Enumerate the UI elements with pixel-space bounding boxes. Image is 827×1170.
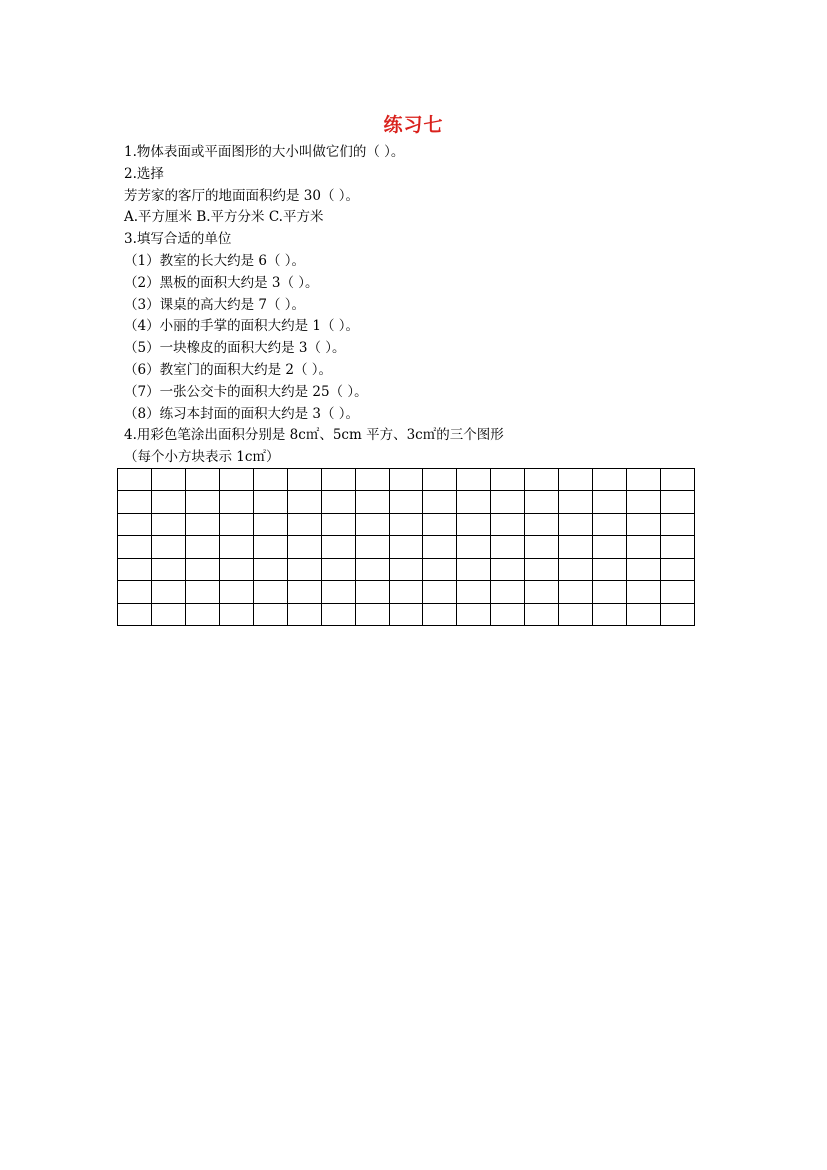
grid-cell[interactable]	[593, 603, 627, 625]
grid-cell[interactable]	[185, 469, 219, 491]
grid-cell[interactable]	[457, 491, 491, 513]
grid-cell[interactable]	[491, 469, 525, 491]
grid-cell[interactable]	[627, 491, 661, 513]
grid-cell[interactable]	[593, 513, 627, 535]
grid-cell[interactable]	[525, 513, 559, 535]
grid-cell[interactable]	[661, 536, 695, 558]
question-3-item-2: （2）黑板的面积大约是 3（ ）。	[124, 274, 319, 291]
grid-cell[interactable]	[355, 603, 389, 625]
question-1: 1.物体表面或平面图形的大小叫做它们的（ ）。	[124, 144, 405, 160]
grid-cell[interactable]	[321, 469, 355, 491]
grid-cell[interactable]	[321, 603, 355, 625]
grid-cell[interactable]	[151, 558, 185, 580]
grid-cell[interactable]	[321, 491, 355, 513]
grid-cell[interactable]	[185, 581, 219, 603]
grid-cell[interactable]	[559, 491, 593, 513]
grid-cell[interactable]	[525, 469, 559, 491]
grid-cell[interactable]	[661, 558, 695, 580]
grid-cell[interactable]	[118, 581, 152, 603]
grid-row	[118, 469, 695, 491]
grid-cell[interactable]	[355, 558, 389, 580]
question-3-item-8: （8）练习本封面的面积大约是 3（ ）。	[124, 405, 360, 422]
grid-cell[interactable]	[457, 603, 491, 625]
grid-cell[interactable]	[593, 469, 627, 491]
grid-cell[interactable]	[661, 513, 695, 535]
question-3-item-7: （7）一张公交卡的面积大约是 25（ ）。	[124, 383, 368, 400]
grid-cell[interactable]	[253, 536, 287, 558]
grid-cell[interactable]	[389, 581, 423, 603]
grid-cell[interactable]	[389, 513, 423, 535]
grid-cell[interactable]	[559, 558, 593, 580]
grid-cell[interactable]	[287, 536, 321, 558]
grid-cell[interactable]	[423, 558, 457, 580]
question-4-note: （每个小方块表示 1c㎡）	[124, 449, 280, 466]
grid-cell[interactable]	[185, 558, 219, 580]
grid-cell[interactable]	[423, 469, 457, 491]
grid-cell[interactable]	[355, 536, 389, 558]
grid-cell[interactable]	[627, 581, 661, 603]
grid-row	[118, 491, 695, 513]
grid-cell[interactable]	[253, 558, 287, 580]
question-3-item-3: （3）课桌的高大约是 7（ ）。	[124, 296, 306, 313]
grid-cell[interactable]	[287, 558, 321, 580]
grid-cell[interactable]	[287, 581, 321, 603]
grid-cell[interactable]	[593, 581, 627, 603]
grid-cell[interactable]	[661, 469, 695, 491]
grid-cell[interactable]	[525, 491, 559, 513]
grid-cell[interactable]	[457, 558, 491, 580]
grid-cell[interactable]	[355, 513, 389, 535]
grid-cell[interactable]	[287, 469, 321, 491]
grid-cell[interactable]	[151, 513, 185, 535]
grid-cell[interactable]	[423, 536, 457, 558]
grid-cell[interactable]	[118, 491, 152, 513]
grid-cell[interactable]	[253, 469, 287, 491]
grid-cell[interactable]	[627, 603, 661, 625]
grid-cell[interactable]	[491, 558, 525, 580]
grid-cell[interactable]	[525, 536, 559, 558]
question-2-prompt: 芳芳家的客厅的地面面积约是 30（ ）。	[124, 187, 360, 204]
grid-cell[interactable]	[151, 603, 185, 625]
grid-cell[interactable]	[491, 581, 525, 603]
grid-cell[interactable]	[185, 603, 219, 625]
grid-row	[118, 581, 695, 603]
question-3-item-5: （5）一块橡皮的面积大约是 3（ ）。	[124, 340, 346, 357]
grid-cell[interactable]	[423, 513, 457, 535]
grid-cell[interactable]	[219, 581, 253, 603]
grid-cell[interactable]	[219, 603, 253, 625]
grid-cell[interactable]	[559, 581, 593, 603]
grid-cell[interactable]	[321, 536, 355, 558]
grid-cell[interactable]	[627, 558, 661, 580]
grid-cell[interactable]	[219, 558, 253, 580]
grid-cell[interactable]	[661, 603, 695, 625]
grid-cell[interactable]	[491, 536, 525, 558]
grid-cell[interactable]	[491, 513, 525, 535]
grid-cell[interactable]	[185, 491, 219, 513]
grid-cell[interactable]	[627, 536, 661, 558]
grid-cell[interactable]	[389, 491, 423, 513]
grid-cell[interactable]	[457, 469, 491, 491]
grid-row	[118, 603, 695, 625]
grid-cell[interactable]	[219, 536, 253, 558]
question-4-heading: 4.用彩色笔涂出面积分别是 8c㎡、5cm 平方、3c㎡的三个图形	[124, 427, 504, 444]
grid-cell[interactable]	[525, 581, 559, 603]
question-2-heading: 2.选择	[124, 165, 164, 182]
grid-cell[interactable]	[593, 491, 627, 513]
grid-cell[interactable]	[355, 469, 389, 491]
grid-cell[interactable]	[355, 581, 389, 603]
grid-row	[118, 558, 695, 580]
grid-cell[interactable]	[219, 491, 253, 513]
question-3-item-6: （6）教室门的面积大约是 2（ ）。	[124, 361, 333, 378]
grid-cell[interactable]	[389, 558, 423, 580]
grid-cell[interactable]	[253, 513, 287, 535]
grid-cell[interactable]	[321, 513, 355, 535]
grid-cell[interactable]	[185, 513, 219, 535]
grid-cell[interactable]	[627, 469, 661, 491]
grid-cell[interactable]	[355, 491, 389, 513]
grid-cell[interactable]	[525, 558, 559, 580]
grid-cell[interactable]	[219, 469, 253, 491]
grid-cell[interactable]	[253, 491, 287, 513]
grid-cell[interactable]	[253, 603, 287, 625]
grid-cell[interactable]	[423, 491, 457, 513]
grid-cell[interactable]	[661, 491, 695, 513]
grid-cell[interactable]	[559, 603, 593, 625]
grid-cell[interactable]	[661, 581, 695, 603]
grid-cell[interactable]	[253, 581, 287, 603]
grid-cell[interactable]	[389, 469, 423, 491]
grid-cell[interactable]	[118, 603, 152, 625]
grid-cell[interactable]	[287, 603, 321, 625]
page-title: 练习七	[383, 114, 444, 136]
grid-cell[interactable]	[457, 513, 491, 535]
grid-row	[118, 536, 695, 558]
grid-cell[interactable]	[151, 581, 185, 603]
grid-cell[interactable]	[151, 536, 185, 558]
question-3-heading: 3.填写合适的单位	[124, 231, 232, 248]
square-grid	[117, 468, 695, 626]
grid-cell[interactable]	[491, 603, 525, 625]
grid-cell[interactable]	[151, 469, 185, 491]
grid-cell[interactable]	[118, 513, 152, 535]
question-2-options: A.平方厘米 B.平方分米 C.平方米	[124, 209, 324, 226]
grid-cell[interactable]	[389, 536, 423, 558]
grid-cell[interactable]	[118, 536, 152, 558]
grid-cell[interactable]	[287, 513, 321, 535]
grid-cell[interactable]	[491, 491, 525, 513]
grid-cell[interactable]	[457, 581, 491, 603]
grid-cell[interactable]	[559, 536, 593, 558]
grid-cell[interactable]	[151, 491, 185, 513]
grid-cell[interactable]	[559, 469, 593, 491]
grid-cell[interactable]	[423, 603, 457, 625]
grid-row	[118, 513, 695, 535]
grid-cell[interactable]	[593, 558, 627, 580]
grid-cell[interactable]	[321, 581, 355, 603]
grid-table	[117, 468, 695, 626]
grid-cell[interactable]	[457, 536, 491, 558]
question-3-item-4: （4）小丽的手掌的面积大约是 1（ ）。	[124, 318, 360, 335]
grid-cell[interactable]	[525, 603, 559, 625]
grid-cell[interactable]	[423, 581, 457, 603]
grid-cell[interactable]	[287, 491, 321, 513]
question-3-item-1: （1）教室的长大约是 6（ ）。	[124, 252, 306, 269]
question-list	[124, 142, 724, 469]
grid-cell[interactable]	[389, 603, 423, 625]
grid-cell[interactable]	[593, 536, 627, 558]
grid-cell[interactable]	[627, 513, 661, 535]
grid-cell[interactable]	[321, 558, 355, 580]
grid-cell[interactable]	[219, 513, 253, 535]
grid-cell[interactable]	[185, 536, 219, 558]
grid-cell[interactable]	[118, 558, 152, 580]
grid-cell[interactable]	[559, 513, 593, 535]
grid-cell[interactable]	[118, 469, 152, 491]
